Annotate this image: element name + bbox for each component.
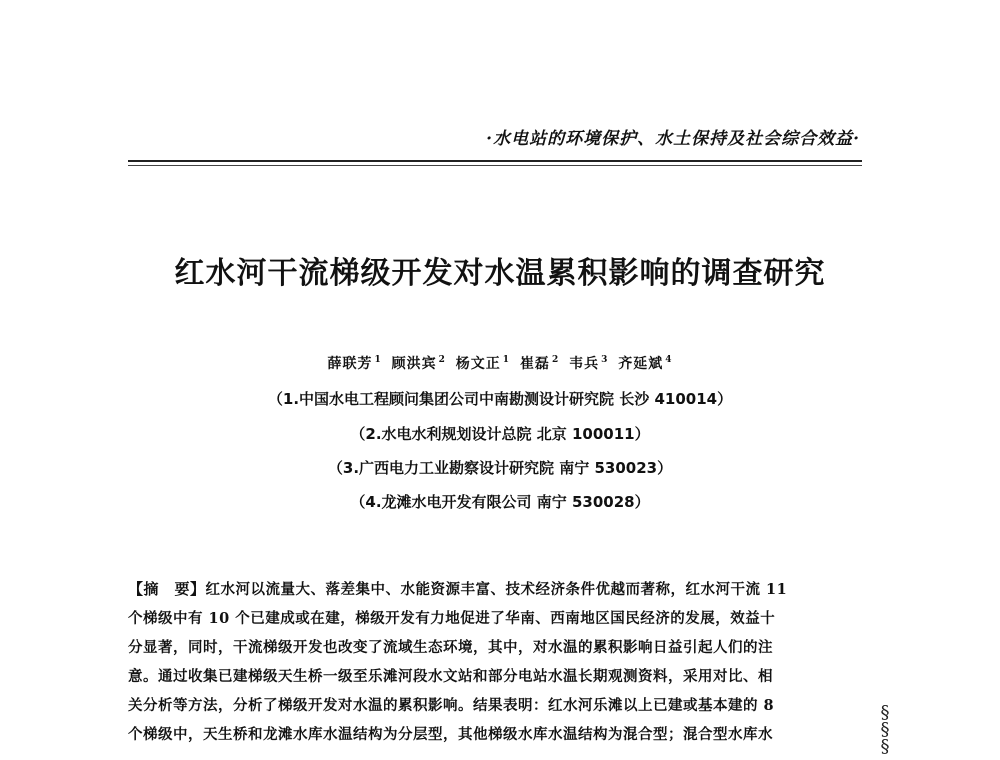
author-affil-index: 4 xyxy=(665,355,673,366)
author xyxy=(456,356,510,372)
author-affil-index: 2 xyxy=(551,355,560,366)
author xyxy=(618,356,672,372)
abstract-line: 关分析等方法，分析了梯级开发对水温的累积影响。结果表明：红水河乐滩以上已建或基本建的 8 xyxy=(128,697,775,714)
author-affil-index: 2 xyxy=(438,355,446,366)
abstract-line: 分显著，同时，干流梯级开发也改变了流域生态环境，其中，对水温的累积影响日益引起人们的注 xyxy=(128,639,773,656)
author xyxy=(569,356,608,372)
author-name: 韦兵 xyxy=(569,356,600,372)
affiliation-1: （1.中国水电工程顾问集团公司中南勘测设计研究院 长沙 410014） xyxy=(267,390,733,408)
margin-mark: § xyxy=(880,702,890,723)
author-affil-index: 3 xyxy=(601,355,609,366)
author xyxy=(392,356,446,372)
author-name: 顾洪宾 xyxy=(391,356,437,372)
margin-mark: § xyxy=(880,736,890,757)
author-list xyxy=(0,353,1000,373)
abstract-line: 个梯级中有 10 个已建成或在建，梯级开发有力地促进了华南、西南地区国民经济的发展，效益十 xyxy=(128,610,776,627)
margin-mark: § xyxy=(880,719,890,740)
author-name: 崔磊 xyxy=(519,356,550,372)
affiliation-3: （3.广西电力工业勘察设计研究院 南宁 530023） xyxy=(327,459,673,477)
author xyxy=(520,356,559,372)
margin-marks xyxy=(876,704,894,755)
affiliation-2: （2.水电水利规划设计总院 北京 100011） xyxy=(350,425,650,443)
abstract-label: 【摘 要】 xyxy=(128,580,206,598)
author-affil-index: 1 xyxy=(502,355,511,366)
abstract-line: 个梯级中，天生桥和龙滩水库水温结构为分层型，其他梯级水库水温结构为混合型；混合型水库水 xyxy=(128,726,773,743)
header-rule-thin xyxy=(128,165,862,166)
abstract-text: 红水河以流量大、落差集中、水能资源丰富、技术经济条件优越而著称，红水河干流 11 xyxy=(205,581,788,598)
author-name: 齐延斌 xyxy=(618,356,664,372)
author xyxy=(328,356,382,372)
author-name: 杨文正 xyxy=(455,356,501,372)
abstract xyxy=(128,575,862,749)
series-header: ·水电站的环境保护、水土保持及社会综合效益· xyxy=(486,129,860,149)
affiliation-4: （4.龙滩水电开发有限公司 南宁 530028） xyxy=(350,493,650,511)
abstract-line: 意。通过收集已建梯级天生桥一级至乐滩河段水文站和部分电站水温长期观测资料，采用对比、相 xyxy=(128,668,773,685)
abstract-line xyxy=(128,575,862,604)
author-affil-index: 1 xyxy=(374,355,382,366)
header-rule-thick xyxy=(128,160,862,162)
author-name: 薛联芳 xyxy=(327,356,373,372)
paper-title: 红水河干流梯级开发对水温累积影响的调查研究 xyxy=(174,256,826,291)
